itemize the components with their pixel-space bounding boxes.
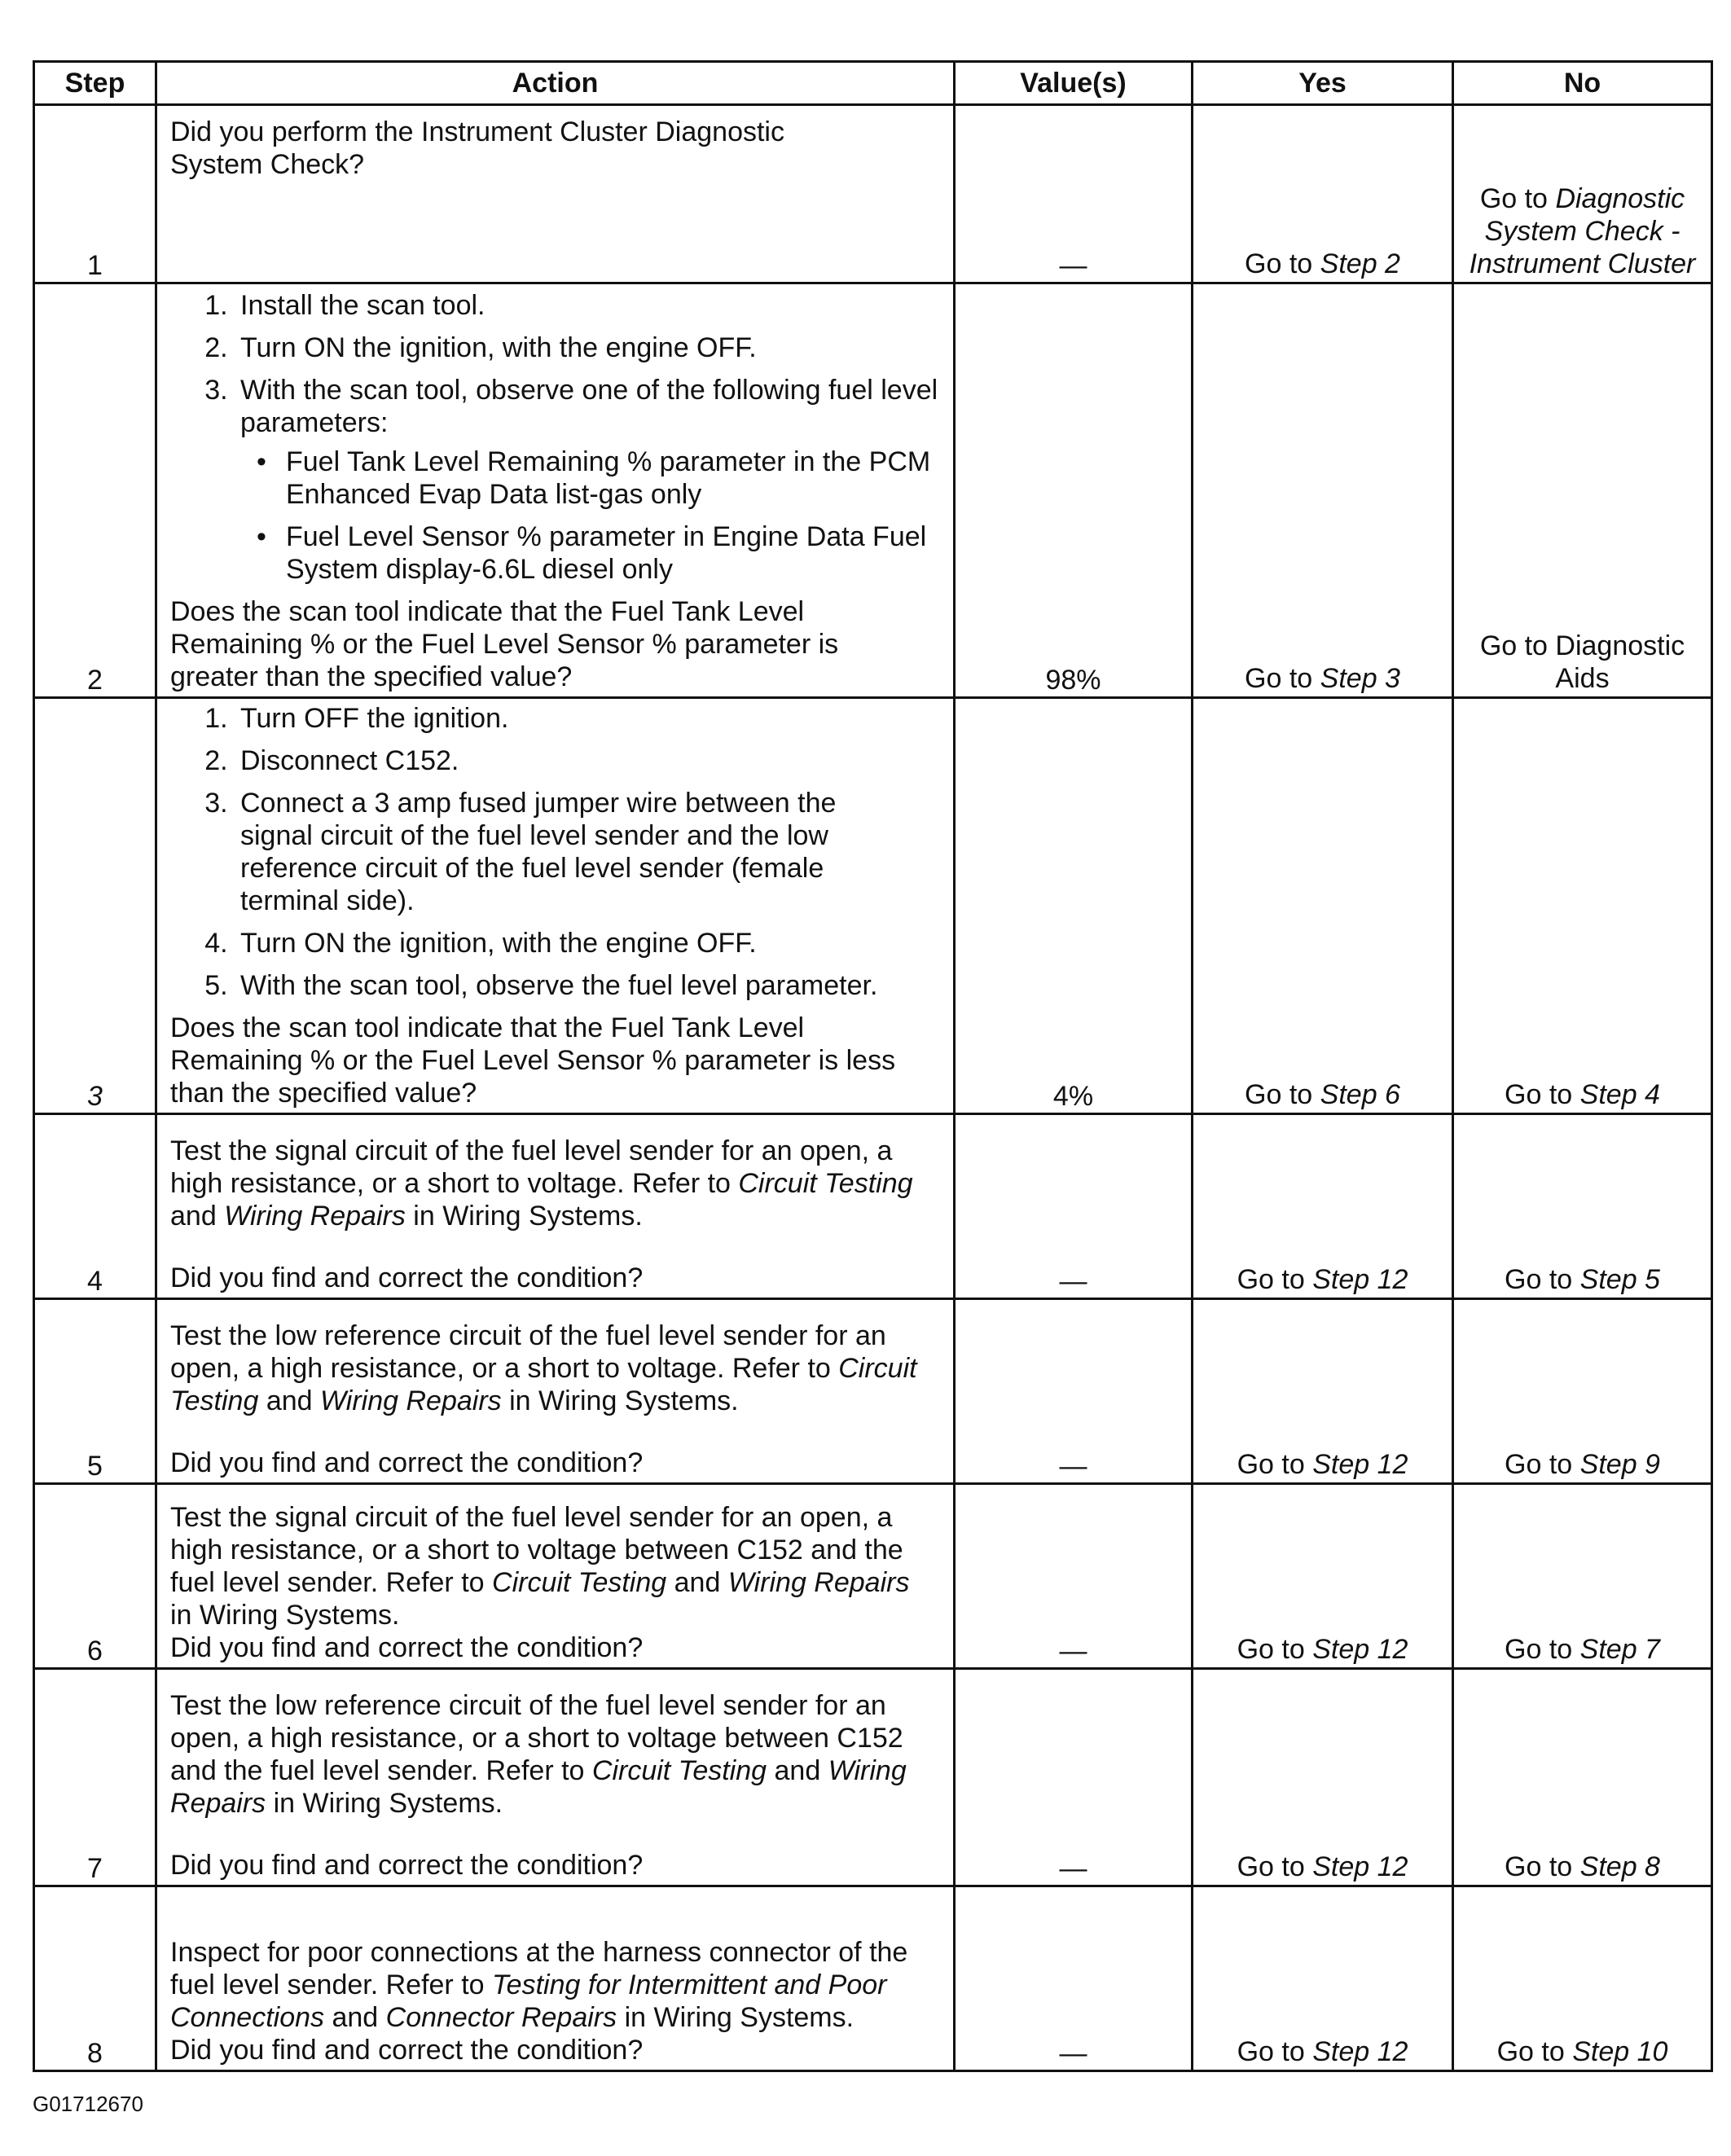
- action-cell: [156, 1299, 955, 1484]
- value-cell: —: [955, 105, 1193, 283]
- action-step-item: 3. Connect a 3 amp fused jumper wire between the signal circuit of the fuel level sender and the low reference circuit of the fuel level sender (female terminal side).: [235, 787, 908, 917]
- action-text-part: Inspect for poor connections at the harness connector of the fuel level sender. Refer to: [170, 1937, 908, 2000]
- value-cell: —: [955, 1886, 1193, 2071]
- no-cell: [1453, 283, 1712, 698]
- yes-prefix: Go to: [1237, 1634, 1305, 1665]
- yes-prefix: Go to: [1237, 1449, 1305, 1480]
- yes-cell: [1193, 1669, 1453, 1886]
- no-prefix: Go to: [1496, 2036, 1565, 2067]
- step-number: 5: [34, 1299, 156, 1484]
- header-values: Value(s): [955, 62, 1193, 105]
- action-cell: [156, 1484, 955, 1669]
- yes-cell: [1193, 1484, 1453, 1669]
- yes-cell: [1193, 698, 1453, 1114]
- yes-link[interactable]: Step 12: [1312, 1264, 1408, 1295]
- action-steps-list: [170, 289, 943, 586]
- value-cell: —: [955, 1114, 1193, 1299]
- action-cell: [156, 1114, 955, 1299]
- yes-cell: [1193, 105, 1453, 283]
- action-text-part: and: [258, 1385, 320, 1416]
- yes-cell: [1193, 1299, 1453, 1484]
- reference-link[interactable]: Wiring Repairs: [224, 1201, 406, 1232]
- yes-link[interactable]: Step 12: [1312, 2036, 1408, 2067]
- reference-link[interactable]: Circuit Testing: [170, 1353, 917, 1416]
- action-step-item: 5. With the scan tool, observe the fuel level parameter.: [235, 969, 943, 1002]
- action-text: [170, 1320, 936, 1417]
- no-link[interactable]: Step 4: [1579, 1079, 1660, 1110]
- no-link[interactable]: Diagnostic System Check - Instrument Cluster: [1469, 183, 1696, 279]
- table-row-step-4: [34, 1114, 1712, 1299]
- action-cell: [156, 283, 955, 698]
- action-text-part: Test the signal circuit of the fuel level sender for an open, a high resistance, or a short to voltage between C152 and the fuel level sender. Refer to: [170, 1502, 903, 1598]
- yes-prefix: Go to: [1245, 1079, 1313, 1110]
- action-question: Does the scan tool indicate that the Fuel Tank Level Remaining % or the Fuel Level Sensor % parameter is less than the specified value?: [170, 1012, 896, 1109]
- no-cell: [1453, 1299, 1712, 1484]
- action-text: [170, 1936, 936, 2034]
- action-text-part: and: [170, 1201, 225, 1232]
- yes-cell: [1193, 283, 1453, 698]
- action-text: [170, 1501, 936, 1631]
- yes-prefix: Go to: [1237, 1264, 1305, 1295]
- action-question: Did you find and correct the condition?: [170, 1447, 644, 1478]
- action-cell: [156, 105, 955, 283]
- yes-link[interactable]: Step 12: [1312, 1851, 1408, 1882]
- header-step: Step: [34, 62, 156, 105]
- table-row-step-2: [34, 283, 1712, 698]
- action-steps-list: [170, 702, 943, 1002]
- step-number: 2: [34, 283, 156, 698]
- table-row-step-8: [34, 1886, 1712, 2071]
- value-cell: —: [955, 1299, 1193, 1484]
- yes-prefix: Go to: [1245, 248, 1313, 279]
- reference-link[interactable]: Wiring Repairs: [320, 1385, 502, 1416]
- action-question: Did you find and correct the condition?: [170, 1850, 644, 1881]
- step-number: 7: [34, 1669, 156, 1886]
- action-cell: [156, 698, 955, 1114]
- value-cell: —: [955, 1484, 1193, 1669]
- action-step-item: 1. Install the scan tool.: [235, 289, 943, 322]
- yes-link[interactable]: Step 6: [1320, 1079, 1400, 1110]
- header-row: [34, 62, 1712, 105]
- no-link[interactable]: Step 10: [1572, 2036, 1668, 2067]
- action-question: Did you perform the Instrument Cluster Diagnostic System Check?: [170, 116, 784, 180]
- action-step-item: 1. Turn OFF the ignition.: [235, 702, 943, 735]
- no-cell: [1453, 1484, 1712, 1669]
- reference-link[interactable]: Testing for Intermittent and Poor Connections: [170, 1969, 887, 2033]
- reference-link[interactable]: Wiring Repairs: [727, 1567, 910, 1598]
- no-prefix: Go to: [1505, 1851, 1573, 1882]
- yes-cell: [1193, 1886, 1453, 2071]
- action-sub-item: • Fuel Tank Level Remaining % parameter in the PCM Enhanced Evap Data list-gas only: [281, 446, 943, 511]
- table-row-step-5: [34, 1299, 1712, 1484]
- yes-link[interactable]: Step 3: [1320, 663, 1400, 694]
- action-text-part: in Wiring Systems.: [405, 1201, 643, 1232]
- action-text: [170, 1689, 936, 1820]
- action-step-item: 2. Turn ON the ignition, with the engine OFF.: [235, 332, 943, 364]
- no-prefix: Go to: [1505, 1264, 1573, 1295]
- header-yes: Yes: [1193, 62, 1453, 105]
- value-cell: 98%: [955, 283, 1193, 698]
- table-row-step-3: [34, 698, 1712, 1114]
- action-step-text: With the scan tool, observe one of the following fuel level parameters:: [240, 375, 938, 438]
- action-step-item: 2. Disconnect C152.: [235, 744, 943, 777]
- step-number: 3: [34, 698, 156, 1114]
- reference-link[interactable]: Wiring Repairs: [170, 1755, 907, 1819]
- no-link[interactable]: Go to Diagnostic Aids: [1479, 630, 1685, 694]
- no-prefix: Go to: [1505, 1079, 1573, 1110]
- yes-link[interactable]: Step 12: [1312, 1634, 1408, 1665]
- reference-link[interactable]: Circuit Testing: [591, 1755, 767, 1786]
- yes-cell: [1193, 1114, 1453, 1299]
- action-text-part: and: [767, 1755, 828, 1786]
- yes-prefix: Go to: [1245, 663, 1313, 694]
- reference-link[interactable]: Connector Repairs: [385, 2002, 617, 2033]
- action-text-part: Test the low reference circuit of the fuel level sender for an open, a high resistance, or a short to voltage. Refer to: [170, 1320, 886, 1384]
- yes-prefix: Go to: [1237, 2036, 1305, 2067]
- value-cell: —: [955, 1669, 1193, 1886]
- action-cell: [156, 1886, 955, 2071]
- action-sub-list: [240, 446, 943, 586]
- header-action: Action: [156, 62, 955, 105]
- action-question: Did you find and correct the condition?: [170, 1632, 644, 1663]
- step-number: 6: [34, 1484, 156, 1669]
- action-step-item: 4. Turn ON the ignition, with the engine OFF.: [235, 927, 943, 959]
- table-row-step-6: [34, 1484, 1712, 1669]
- action-text-part: in Wiring Systems.: [617, 2002, 855, 2033]
- action-cell: [156, 1669, 955, 1886]
- no-cell: [1453, 105, 1712, 283]
- step-number: 4: [34, 1114, 156, 1299]
- no-cell: [1453, 1886, 1712, 2071]
- action-text-part: in Wiring Systems.: [170, 1600, 400, 1631]
- action-text-part: Test the low reference circuit of the fuel level sender for an open, a high resistance, or a short to voltage between C152 and the fuel level sender. Refer to: [170, 1690, 903, 1786]
- yes-prefix: Go to: [1237, 1851, 1305, 1882]
- action-step-item: [235, 374, 943, 586]
- table-row-step-7: [34, 1669, 1712, 1886]
- action-text-part: and: [666, 1567, 728, 1598]
- no-link[interactable]: Step 7: [1579, 1634, 1660, 1665]
- figure-id: G01712670: [33, 2092, 143, 2116]
- no-cell: [1453, 1114, 1712, 1299]
- no-link[interactable]: Step 8: [1579, 1851, 1660, 1882]
- reference-link[interactable]: Circuit Testing: [738, 1168, 913, 1199]
- no-prefix: Go to: [1505, 1634, 1573, 1665]
- reference-link[interactable]: Circuit Testing: [492, 1567, 667, 1598]
- step-number: 8: [34, 1886, 156, 2071]
- yes-link[interactable]: Step 2: [1320, 248, 1400, 279]
- action-question: Did you find and correct the condition?: [170, 2035, 644, 2066]
- table-row-step-1: [34, 105, 1712, 283]
- action-question: Did you find and correct the condition?: [170, 1262, 644, 1293]
- no-cell: [1453, 1669, 1712, 1886]
- step-number: 1: [34, 105, 156, 283]
- no-cell: [1453, 698, 1712, 1114]
- action-sub-item: • Fuel Level Sensor % parameter in Engine Data Fuel System display-6.6L diesel only: [281, 520, 943, 586]
- action-question: Does the scan tool indicate that the Fuel Tank Level Remaining % or the Fuel Level Sensor % parameter is greater than the specified value?: [170, 596, 839, 692]
- action-text-part: Test the signal circuit of the fuel level sender for an open, a high resistance, or a short to voltage. Refer to: [170, 1135, 893, 1199]
- value-cell: 4%: [955, 698, 1193, 1114]
- no-link[interactable]: Step 5: [1579, 1264, 1660, 1295]
- no-prefix: Go to: [1505, 1449, 1573, 1480]
- no-prefix: Go to: [1479, 183, 1548, 214]
- diagnostic-table: [33, 60, 1713, 2072]
- action-text-part: in Wiring Systems.: [501, 1385, 739, 1416]
- action-text: [170, 1135, 936, 1232]
- no-link[interactable]: Step 9: [1579, 1449, 1660, 1480]
- yes-link[interactable]: Step 12: [1312, 1449, 1408, 1480]
- action-text-part: and: [324, 2002, 386, 2033]
- action-text-part: in Wiring Systems.: [266, 1788, 503, 1819]
- header-no: No: [1453, 62, 1712, 105]
